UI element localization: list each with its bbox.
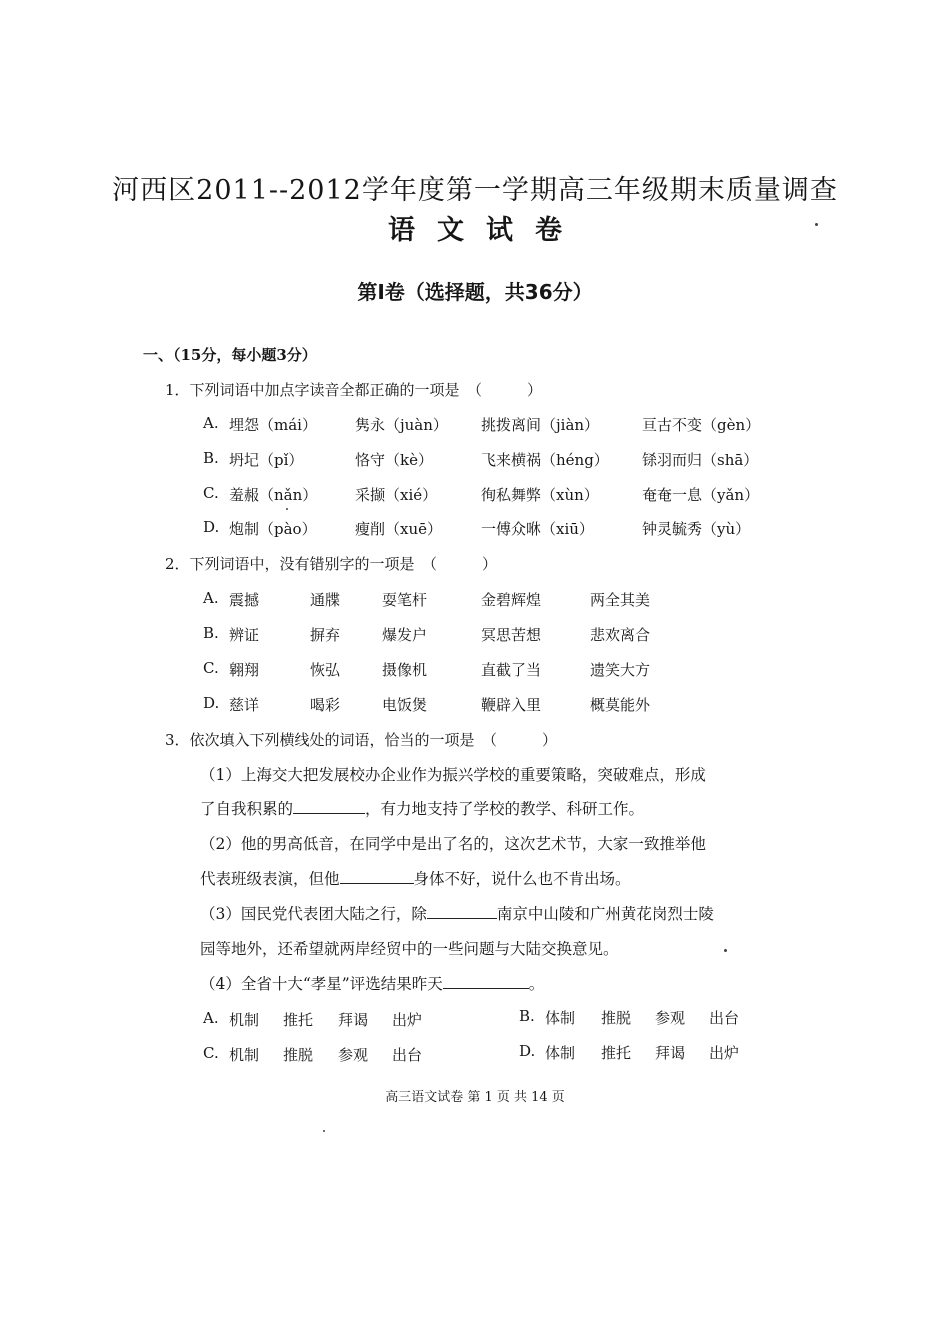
q3-sentence-1-line-2 [200,797,644,819]
q1-option-b-word-3: 飞来横祸（héng） [481,451,609,469]
q3-option-b-letter: B. [519,1007,535,1025]
q3-blank-4 [443,974,529,989]
q1-option-a-word-4: 亘古不变（gèn） [642,416,761,434]
q3-blank-2 [340,869,414,884]
q3-sentence-2-line-2 [200,867,631,889]
q1-option-d-letter: D. [203,518,220,536]
q3-blank-1 [293,799,365,814]
scan-speck [286,508,288,510]
question-2-stem: 2．下列词语中，没有错别字的一项是 （ ） [165,555,498,573]
q3-sentence-3-text-b: 南京中山陵和广州黄花岗烈士陵 [496,905,714,923]
q3-option-b-word-1: 体制 [545,1009,576,1027]
q1-option-d-word-1: 炮制（pào） [229,520,317,538]
q2-option-a-word-4: 金碧辉煌 [481,591,542,609]
q1-option-d-word-3: 一傅众咻（xiū） [481,520,594,538]
page-footer: 高三语文试卷 第 1 页 共 14 页 [385,1090,565,1105]
q2-option-b-word-2: 摒弃 [310,626,341,644]
q1-option-b-letter: B. [203,449,219,467]
q3-sentence-2-text-a: 代表班级表演，但他 [200,870,340,888]
q2-option-d-word-3: 电饭煲 [382,696,428,714]
q1-option-c-word-3: 徇私舞弊（xùn） [481,486,599,504]
q2-option-d-word-4: 鞭辟入里 [481,696,542,714]
q2-option-b-word-5: 悲欢离合 [590,626,651,644]
q2-option-b-word-4: 冥思苦想 [481,626,542,644]
q3-sentence-4-text-a: （4）全省十大“孝星”评选结果昨天 [200,975,443,993]
q1-option-b-word-1: 坍圮（pǐ） [229,451,304,469]
q2-option-c-word-3: 摄像机 [382,661,428,679]
q2-option-c-word-4: 直截了当 [481,661,542,679]
q2-option-c-word-1: 翱翔 [229,661,260,679]
q3-option-b-word-4: 出台 [709,1009,740,1027]
q2-option-a-word-2: 通牒 [310,591,341,609]
q2-option-b-word-1: 辨证 [229,626,260,644]
q3-option-d-word-4: 出炉 [709,1044,740,1062]
q1-option-a-word-2: 隽永（juàn） [355,416,448,434]
q3-option-a-word-1: 机制 [229,1011,260,1029]
scan-speck [815,223,818,226]
q3-option-c-word-3: 参观 [338,1046,369,1064]
q1-option-a-word-1: 埋怨（mái） [229,416,317,434]
q1-option-d-word-2: 瘦削（xuē） [355,520,442,538]
q3-option-a-word-4: 出炉 [392,1011,423,1029]
paper-title: 语文试卷 [388,215,584,246]
q2-option-a-word-5: 两全其美 [590,591,651,609]
scan-speck [323,1130,325,1132]
q3-sentence-4 [200,972,544,994]
q1-option-b-word-2: 恪守（kè） [355,451,433,469]
q2-option-b-letter: B. [203,624,219,642]
q3-option-c-word-2: 推脱 [283,1046,314,1064]
q3-option-c-word-1: 机制 [229,1046,260,1064]
q1-option-c-word-2: 采撷（xié） [355,486,438,504]
q3-sentence-1-text-b: ，有力地支持了学校的教学、科研工作。 [365,800,645,818]
q2-option-c-letter: C. [203,659,219,677]
q1-option-a-word-3: 挑拨离间（jiàn） [481,416,600,434]
q2-option-a-letter: A. [203,589,219,607]
q3-option-d-word-1: 体制 [545,1044,576,1062]
q1-option-c-word-1: 羞赧（nǎn） [229,486,318,504]
q2-option-b-word-3: 爆发户 [382,626,428,644]
q3-option-a-word-2: 推托 [283,1011,314,1029]
q3-sentence-3-line-2: 园等地外，还希望就两岸经贸中的一些问题与大陆交换意见。 [200,940,619,958]
question-3-stem: 3．依次填入下列横线处的词语，恰当的一项是 （ ） [165,731,558,749]
q2-option-a-word-3: 耍笔杆 [382,591,428,609]
q3-option-b-word-2: 推脱 [601,1009,632,1027]
q2-option-d-word-1: 慈详 [229,696,260,714]
q3-option-c-letter: C. [203,1044,219,1062]
q3-option-b-word-3: 参观 [655,1009,686,1027]
q1-option-d-word-4: 钟灵毓秀（yù） [642,520,751,538]
volume-title: 第Ⅰ卷（选择题，共36分） [357,280,593,304]
q3-option-d-letter: D. [519,1042,536,1060]
q2-option-c-word-5: 遗笑大方 [590,661,651,679]
scan-speck [724,949,727,952]
q2-option-d-word-2: 喝彩 [310,696,341,714]
q3-sentence-2-text-b: 身体不好，说什么也不肯出场。 [413,870,631,888]
q2-option-d-letter: D. [203,694,220,712]
q1-option-a-letter: A. [203,414,219,432]
question-1-stem: 1．下列词语中加点字读音全都正确的一项是 （ ） [165,381,543,399]
section-header: 一、（15分，每小题3分） [143,346,317,364]
q2-option-d-word-5: 概莫能外 [590,696,651,714]
q1-option-b-word-4: 铩羽而归（shā） [642,451,759,469]
exam-title: 河西区2011--2012学年度第一学期高三年级期末质量调查 [112,175,838,206]
q3-sentence-2-line-1: （2）他的男高低音，在同学中是出了名的，这次艺术节，大家一致推举他 [200,835,706,853]
q3-sentence-4-text-b: 。 [528,975,545,993]
q3-blank-3 [427,904,497,919]
q3-option-a-word-3: 拜谒 [338,1011,369,1029]
q3-option-d-word-3: 拜谒 [655,1044,686,1062]
q3-option-c-word-4: 出台 [392,1046,423,1064]
q3-option-a-letter: A. [203,1009,219,1027]
q1-option-c-letter: C. [203,484,219,502]
q3-sentence-1-line-1: （1）上海交大把发展校办企业作为振兴学校的重要策略，突破难点，形成 [200,766,706,784]
q3-sentence-3-text-a: （3）国民党代表团大陆之行，除 [200,905,427,923]
q1-option-c-word-4: 奄奄一息（yǎn） [642,486,760,504]
q3-sentence-3-line-1 [200,902,714,924]
q2-option-a-word-1: 震撼 [229,591,260,609]
q3-option-d-word-2: 推托 [601,1044,632,1062]
q3-sentence-1-text-a: 了自我积累的 [200,800,294,818]
q2-option-c-word-2: 恢弘 [310,661,341,679]
